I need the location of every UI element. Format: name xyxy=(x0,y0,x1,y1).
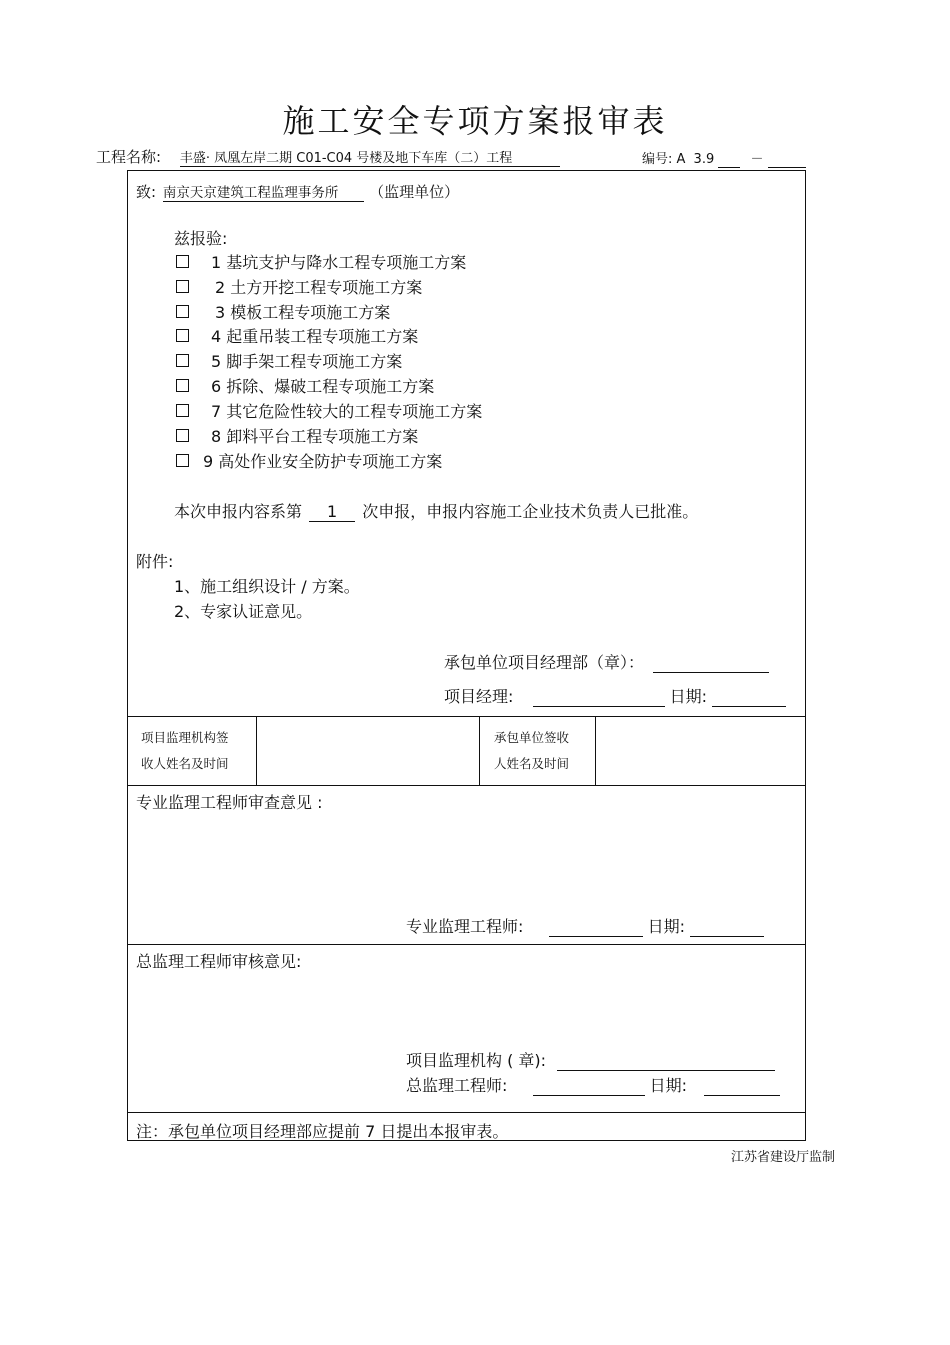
project-manager-row xyxy=(444,684,786,707)
submission-note: 注：承包单位项目经理部应提前 7 日提出本报审表。 xyxy=(136,1122,509,1141)
checkbox[interactable] xyxy=(176,404,189,417)
project-manager-field[interactable] xyxy=(533,687,665,707)
receipt-col-divider-1 xyxy=(256,716,257,785)
checklist-item-label: 7 其它危险性较大的工程专项施工方案 xyxy=(211,402,483,421)
manager-date-field[interactable] xyxy=(712,687,786,707)
checkbox[interactable] xyxy=(176,354,189,367)
engineer-review-field[interactable] xyxy=(136,813,796,903)
code-dash: － xyxy=(750,152,764,167)
checklist-item-label: 5 脚手架工程专项施工方案 xyxy=(211,352,403,371)
contractor-receipt-field[interactable] xyxy=(600,721,800,779)
chief-review-label: 总监理工程师审核意见: xyxy=(136,952,302,971)
supervision-org-seal-field[interactable] xyxy=(557,1051,775,1071)
intro-text: 兹报验: xyxy=(174,229,228,248)
divider-note-top xyxy=(128,1112,805,1113)
checklist-item-label: 8 卸料平台工程专项施工方案 xyxy=(211,427,419,446)
divider-receipt-bottom xyxy=(128,785,805,786)
checkbox[interactable] xyxy=(176,429,189,442)
checklist-item[interactable] xyxy=(176,449,442,472)
supervisor-unit-name[interactable]: 南京天京建筑工程监理事务所 xyxy=(163,181,365,202)
chief-date-field[interactable] xyxy=(704,1076,780,1096)
contractor-dept-row xyxy=(444,650,769,673)
attachment-item: 2、专家认证意见。 xyxy=(174,602,313,621)
code-blank-2[interactable] xyxy=(768,152,806,168)
engineer-review-label: 专业监理工程师审查意见 : xyxy=(136,793,323,812)
submission-suffix: 次申报，申报内容施工企业技术负责人已批准。 xyxy=(362,502,699,521)
project-name-label: 工程名称: xyxy=(96,148,162,166)
checklist-item[interactable] xyxy=(176,399,482,422)
checklist-item-label: 3 模板工程专项施工方案 xyxy=(215,303,391,322)
manager-date-label: 日期: xyxy=(669,687,707,706)
chief-signer-field[interactable] xyxy=(533,1076,645,1096)
attachments-label: 附件: xyxy=(136,552,174,571)
supervisor-receipt-label-line2: 收人姓名及时间 xyxy=(141,756,229,771)
engineer-date-field[interactable] xyxy=(690,917,764,937)
form-table xyxy=(127,170,806,1141)
checkbox[interactable] xyxy=(176,454,189,467)
contractor-receipt-label-line1: 承包单位签收 xyxy=(494,730,570,745)
code-label: 编号: A xyxy=(642,152,686,167)
project-manager-label: 项目经理: xyxy=(444,687,514,706)
receipt-col-divider-2 xyxy=(479,716,480,785)
engineer-sign-row xyxy=(406,914,764,937)
submission-prefix: 本次申报内容系第 xyxy=(174,502,303,521)
divider-receipt-top xyxy=(128,716,805,717)
form-title: 施工安全专项方案报审表 xyxy=(282,102,668,140)
checklist-item-label: 6 拆除、爆破工程专项施工方案 xyxy=(211,377,435,396)
submission-line xyxy=(174,499,698,522)
attachment-item: 1、施工组织设计 / 方案。 xyxy=(174,577,360,596)
checkbox[interactable] xyxy=(176,280,189,293)
code-value[interactable]: 3.9 xyxy=(693,152,715,167)
checklist-item-label: 4 起重吊装工程专项施工方案 xyxy=(211,327,419,346)
engineer-signer-label: 专业监理工程师: xyxy=(406,917,524,936)
checkbox[interactable] xyxy=(176,379,189,392)
divider-chief-top xyxy=(128,944,805,945)
supervisor-unit-suffix: （监理单位） xyxy=(369,183,460,201)
checklist-item-label: 1 基坑支护与降水工程专项施工方案 xyxy=(211,253,467,272)
issuer-footer: 江苏省建设厅监制 xyxy=(731,1150,836,1165)
recipient-row xyxy=(136,181,459,202)
supervision-org-row xyxy=(406,1048,775,1071)
supervisor-receipt-field[interactable] xyxy=(260,721,474,779)
to-label: 致: xyxy=(136,183,157,201)
checklist-item[interactable] xyxy=(176,250,466,273)
receipt-col-divider-3 xyxy=(595,716,596,785)
checklist-item-label: 9 高处作业安全防护专项施工方案 xyxy=(203,452,443,471)
form-code xyxy=(642,148,806,168)
checklist-item[interactable] xyxy=(176,324,418,347)
code-blank-1[interactable] xyxy=(718,152,740,168)
supervision-org-label: 项目监理机构 ( 章): xyxy=(406,1051,547,1070)
contractor-dept-label: 承包单位项目经理部（章）： xyxy=(444,653,645,672)
engineer-signer-field[interactable] xyxy=(549,917,643,937)
checklist-item[interactable] xyxy=(176,275,422,298)
checklist-item[interactable] xyxy=(176,349,402,372)
checkbox[interactable] xyxy=(176,305,189,318)
contractor-receipt-label-line2: 人姓名及时间 xyxy=(494,756,570,771)
checklist-item[interactable] xyxy=(176,424,418,447)
engineer-date-label: 日期: xyxy=(647,917,685,936)
project-name-value[interactable]: 丰盛· 凤凰左岸二期 C01-C04 号楼及地下车库（二）工程 xyxy=(180,151,560,167)
chief-sign-row xyxy=(406,1073,780,1096)
project-info-row xyxy=(96,146,560,167)
checkbox[interactable] xyxy=(176,255,189,268)
chief-date-label: 日期: xyxy=(649,1076,687,1095)
chief-signer-label: 总监理工程师: xyxy=(406,1076,508,1095)
chief-review-field[interactable] xyxy=(136,972,796,1042)
supervisor-receipt-label-line1: 项目监理机构签 xyxy=(141,730,229,745)
checklist-item-label: 2 土方开挖工程专项施工方案 xyxy=(215,278,423,297)
checklist-item[interactable] xyxy=(176,374,434,397)
checkbox[interactable] xyxy=(176,329,189,342)
checklist-item[interactable] xyxy=(176,300,390,323)
submission-count[interactable]: 1 xyxy=(309,502,355,522)
contractor-dept-seal-field[interactable] xyxy=(653,653,769,673)
